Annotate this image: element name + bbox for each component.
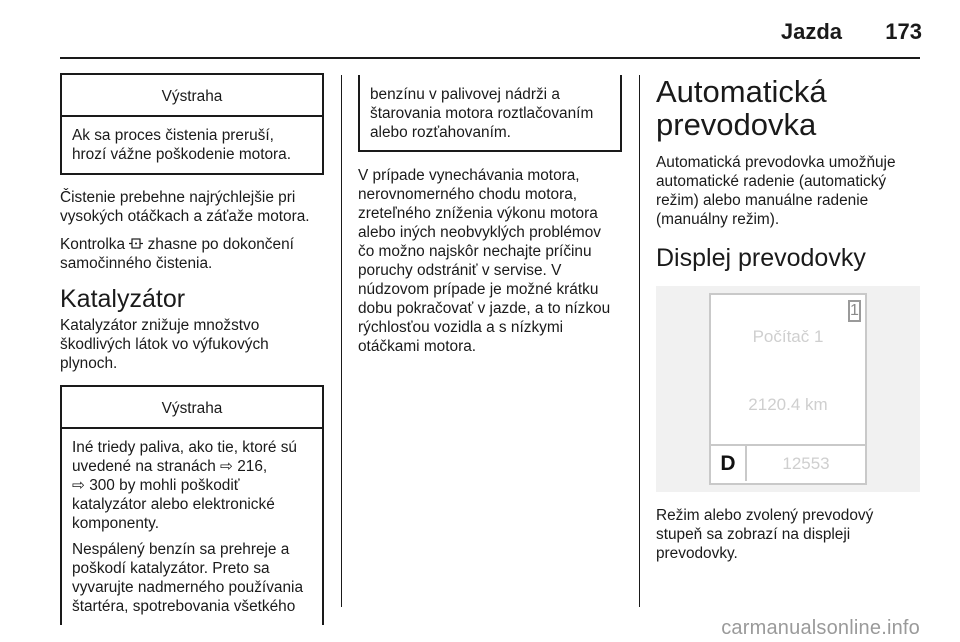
gear-indicator: D [711,446,747,481]
warning-title: Výstraha [62,75,322,117]
header-rule [60,57,920,59]
diesel-filter-icon [129,236,143,252]
paragraph: Čistenie prebehne najrýchlejšie pri vysokých otáčkach a záťaže motora. [60,189,310,225]
warning-text: Nespálený benzín sa prehreje a poškodí katalyzátor. Preto sa vyvarujte nadmerného používania štartéra, spotrebovania všetkého [72,541,304,615]
ref-arrow-icon: ⇨ [220,458,233,475]
page-header [0,0,960,60]
page-indicator: 1 [848,300,861,322]
warning-text: Iné triedy paliva, ako tie, ktoré sú uvedené na stranách ⇨ 216, ⇨ 300 by mohli poškodiť katalyzátor alebo elektronické komponenty. [72,439,297,532]
paragraph: Režim alebo zvolený prevodový stupeň sa zobrazí na displeji prevodovky. [656,507,874,562]
display-title: Počítač 1 [752,327,824,346]
warning-text: benzínu v palivovej nádrži a štarovania motora roztlačovaním alebo rozťahovaním. [370,86,594,141]
display-status-bar [711,444,865,483]
chapter-heading: Automatická prevodovka [656,74,827,142]
page-reference-link[interactable]: 300 by mohli poškodiť [89,477,240,494]
section-heading: Displej prevodovky [656,244,866,272]
paragraph: Kontrolka zhasne po dokončení samočinného čistenia. [60,236,294,272]
paragraph: Katalyzátor znižuje množstvo škodlivých látok vo výfukových plynoch. [60,317,269,372]
section-heading: Katalyzátor [60,285,186,313]
column-1 [60,73,324,625]
transmission-display-figure [656,286,920,492]
watermark: carmanualsonline.info [721,617,920,639]
warning-title: Výstraha [62,387,322,429]
page-reference-link[interactable]: 216, [237,458,268,475]
column-divider-2 [639,75,640,607]
odometer: 12553 [782,454,830,473]
column-3 [656,73,920,563]
ref-arrow-icon: ⇨ [72,477,85,494]
section-title: Jazda [780,19,842,44]
display-screen [709,293,867,485]
display-distance: 2120.4 km [748,395,828,414]
column-2 [358,73,622,356]
warning-box [60,73,324,175]
column-divider-1 [341,75,342,607]
warning-text: Ak sa proces čistenia preruší, hrozí vážne poškodenie motora. [72,127,292,163]
page-number: 173 [885,19,922,44]
paragraph: V prípade vynechávania motora, nerovnomerného chodu motora, zreteľného zníženia výkonu motora alebo iných neobvyklých problémov čo možno najskôr nechajte príčinu poruchy odstrániť v servise. V núdzovom prípade je možné krátku dobu pokračovať v jazde, a to nízkou rýchlosťou vozidla a s nízkymi otáčkami motora. [358,167,611,355]
warning-box [60,385,324,625]
paragraph: Automatická prevodovka umožňuje automatické radenie (automatický režim) alebo manuálne radenie (manuálny režim). [656,154,896,228]
warning-box-continued [358,75,622,152]
